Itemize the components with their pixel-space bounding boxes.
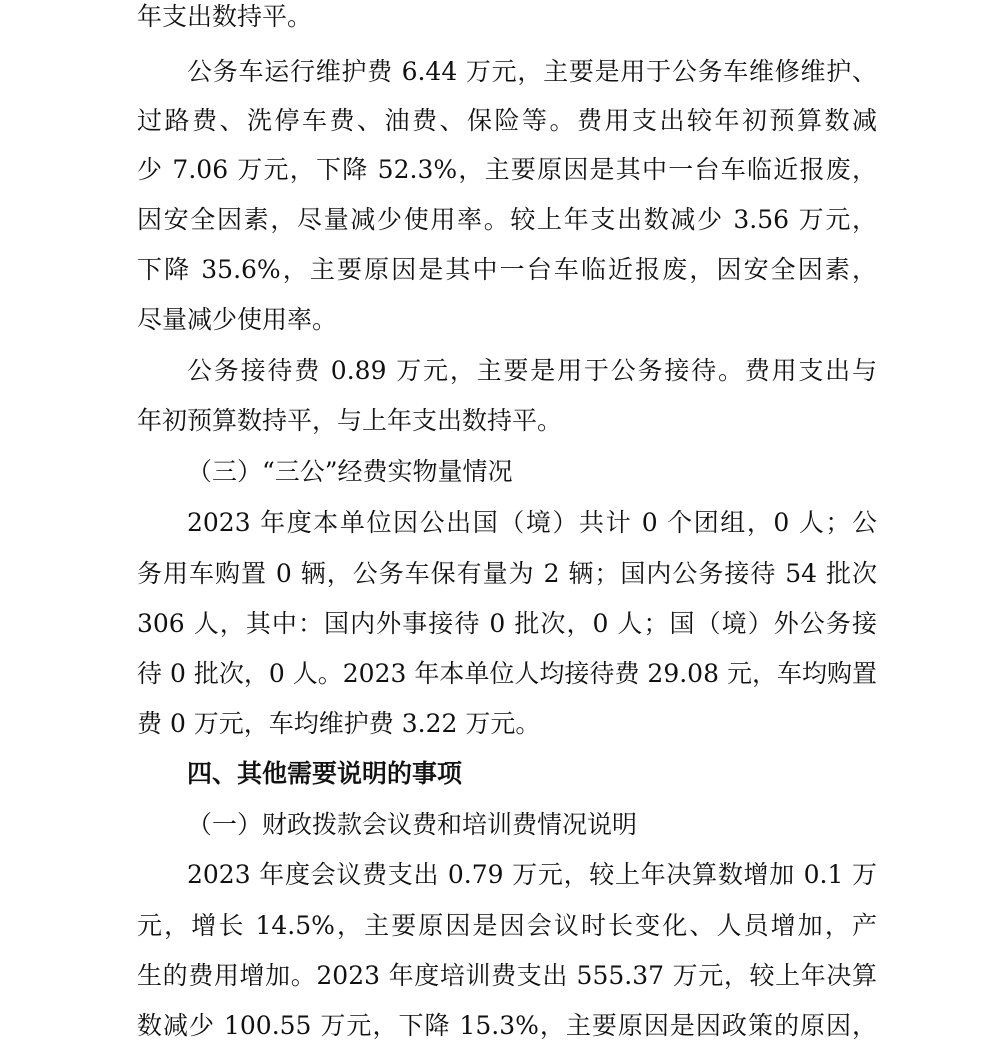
paragraph-vehicle-maintenance-line-3: 少 7.06 万元，下降 52.3%，主要原因是其中一台车临近报废， — [137, 155, 877, 184]
paragraph-quantities-line-2: 务用车购置 0 辆，公务车保有量为 2 辆；国内公务接待 54 批次 — [137, 559, 877, 588]
paragraph-quantities-line-5: 费 0 万元，车均维护费 3.22 万元。 — [137, 709, 541, 738]
paragraph-vehicle-maintenance-line-4: 因安全因素，尽量减少使用率。较上年支出数减少 3.56 万元， — [137, 205, 877, 234]
paragraph-meeting-training-line-3: 生的费用增加。2023 年度培训费支出 555.37 万元，较上年决算 — [137, 961, 877, 990]
paragraph-reception-line-2: 年初预算数持平，与上年支出数持平。 — [137, 406, 563, 435]
paragraph-vehicle-maintenance-line-6: 尽量减少使用率。 — [137, 305, 338, 334]
paragraph-meeting-training-line-4: 数减少 100.55 万元，下降 15.3%，主要原因是因政策的原因， — [137, 1011, 877, 1040]
paragraph-quantities-line-1: 2023 年度本单位因公出国（境）共计 0 个团组，0 人；公 — [187, 508, 877, 537]
paragraph-vehicle-maintenance-line-2: 过路费、洗停车费、油费、保险等。费用支出较年初预算数减 — [137, 106, 877, 135]
section-heading-4: 四、其他需要说明的事项 — [187, 759, 463, 788]
paragraph-meeting-training-line-1: 2023 年度会议费支出 0.79 万元，较上年决算数增加 0.1 万 — [187, 860, 877, 889]
paragraph-quantities-line-4: 待 0 批次，0 人。2023 年本单位人均接待费 29.08 元，车均购置 — [137, 659, 877, 688]
section-heading-3: （三）“三公”经费实物量情况 — [187, 457, 513, 486]
paragraph-reception-line-1: 公务接待费 0.89 万元，主要是用于公务接待。费用支出与 — [187, 356, 877, 385]
paragraph-meeting-training-line-2: 元，增长 14.5%，主要原因是因会议时长变化、人员增加，产 — [137, 911, 877, 940]
paragraph-vehicle-maintenance-line-1: 公务车运行维护费 6.44 万元，主要是用于公务车维修维护、 — [187, 57, 877, 86]
paragraph-quantities-line-3: 306 人，其中：国内外事接待 0 批次，0 人；国（境）外公务接 — [137, 609, 877, 638]
text-line-1: 年支出数持平。 — [137, 2, 313, 31]
subsection-heading-1: （一）财政拨款会议费和培训费情况说明 — [187, 810, 638, 839]
paragraph-vehicle-maintenance-line-5: 下降 35.6%，主要原因是其中一台车临近报废，因安全因素， — [137, 255, 877, 284]
